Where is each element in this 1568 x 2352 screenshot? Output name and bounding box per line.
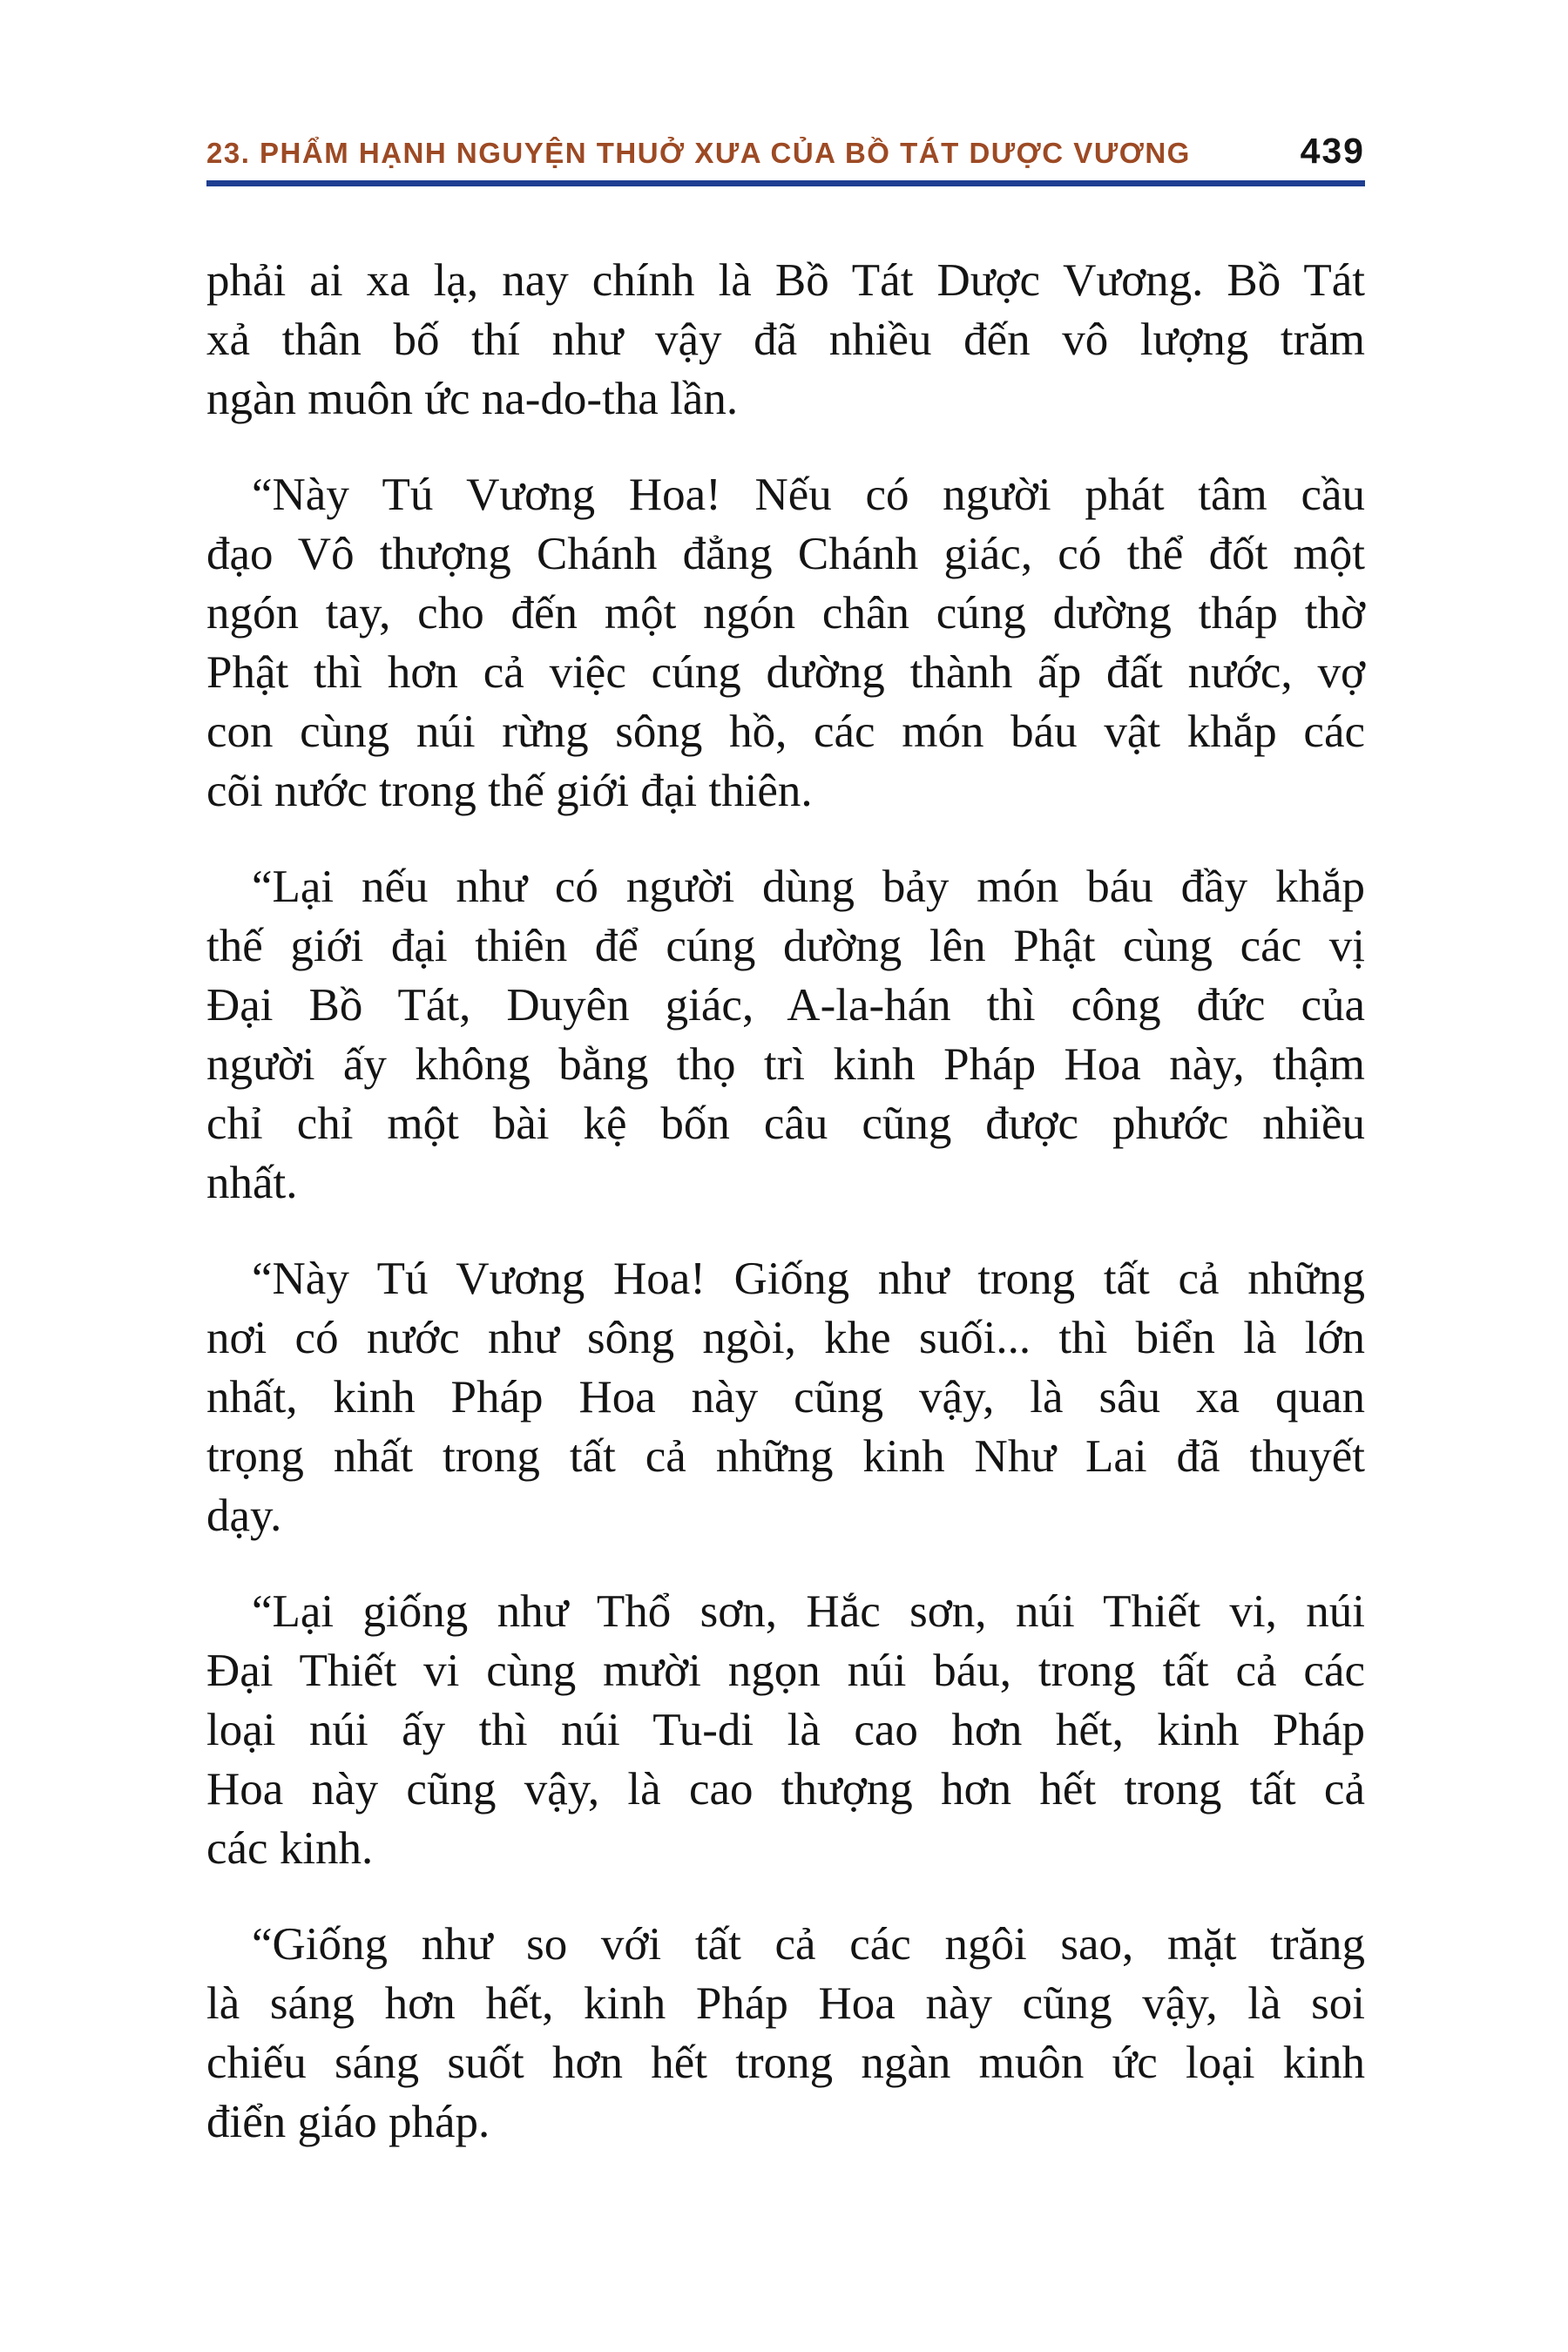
text-line: là sáng hơn hết, kinh Pháp Hoa này cũng vậy, là soi [206,1978,1365,2029]
text-line: xả thân bố thí như vậy đã nhiều đến vô lượng trăm [206,314,1365,365]
header-rule [206,180,1365,186]
text-line: “Lại nếu như có người dùng bảy món báu đầy khắp [252,862,1365,912]
text-line: “Này Tú Vương Hoa! Giống như trong tất cả những [252,1254,1365,1304]
paragraph [206,857,1365,1213]
text-line: cõi nước trong thế giới đại thiên. [206,766,813,816]
text-line: Hoa này cũng vậy, là cao thượng hơn hết trong tất cả [206,1764,1365,1815]
text-line: con cùng núi rừng sông hồ, các món báu vật khắp các [206,706,1365,757]
paragraph [206,1582,1365,1878]
page-body [206,251,1365,2152]
paragraph [206,1249,1365,1545]
chapter-title: 23. PHẨM HẠNH NGUYỆN THUỞ XƯA CỦA BỒ TÁT DƯỢC VƯƠNG [206,137,1191,169]
text-line: chỉ chỉ một bài kệ bốn câu cũng được phước nhiều [206,1098,1365,1149]
paragraph [206,251,1365,429]
text-line: “Này Tú Vương Hoa! Nếu có người phát tâm cầu [252,470,1365,520]
text-line: nơi có nước như sông ngòi, khe suối... thì biển là lớn [206,1313,1365,1363]
page-content [206,0,1365,2152]
text-line: dạy. [206,1490,282,1541]
text-line: ngón tay, cho đến một ngón chân cúng dường tháp thờ [206,588,1365,639]
paragraph [206,465,1365,821]
text-line: nhất, kinh Pháp Hoa này cũng vậy, là sâu xa quan [206,1372,1365,1423]
text-line: Phật thì hơn cả việc cúng dường thành ấp đất nước, vợ [206,647,1365,698]
text-line: ngàn muôn ức na-do-tha lần. [206,374,739,424]
text-line: điển giáo pháp. [206,2097,490,2147]
text-line: thế giới đại thiên để cúng dường lên Phật cùng các vị [206,921,1365,971]
text-line: nhất. [206,1158,298,1208]
text-line: Đại Bồ Tát, Duyên giác, A-la-hán thì công đức của [206,980,1365,1031]
text-line: “Giống như so với tất cả các ngôi sao, mặt trăng [252,1919,1365,1970]
paragraph [206,1915,1365,2152]
page-number: 439 [1300,131,1365,171]
running-header [206,131,1365,172]
text-line: đạo Vô thượng Chánh đẳng Chánh giác, có thể đốt một [206,529,1365,579]
text-line: phải ai xa lạ, nay chính là Bồ Tát Dược Vương. Bồ Tát [206,255,1365,306]
text-line: “Lại giống như Thổ sơn, Hắc sơn, núi Thiết vi, núi [252,1586,1365,1637]
text-line: các kinh. [206,1823,374,1874]
text-line: Đại Thiết vi cùng mười ngọn núi báu, trong tất cả các [206,1646,1365,1696]
text-line: loại núi ấy thì núi Tu-di là cao hơn hết, kinh Pháp [206,1705,1365,1755]
text-line: trọng nhất trong tất cả những kinh Như Lai đã thuyết [206,1431,1365,1482]
text-line: người ấy không bằng thọ trì kinh Pháp Hoa này, thậm [206,1039,1365,1090]
text-line: chiếu sáng suốt hơn hết trong ngàn muôn ức loại kinh [206,2038,1365,2088]
